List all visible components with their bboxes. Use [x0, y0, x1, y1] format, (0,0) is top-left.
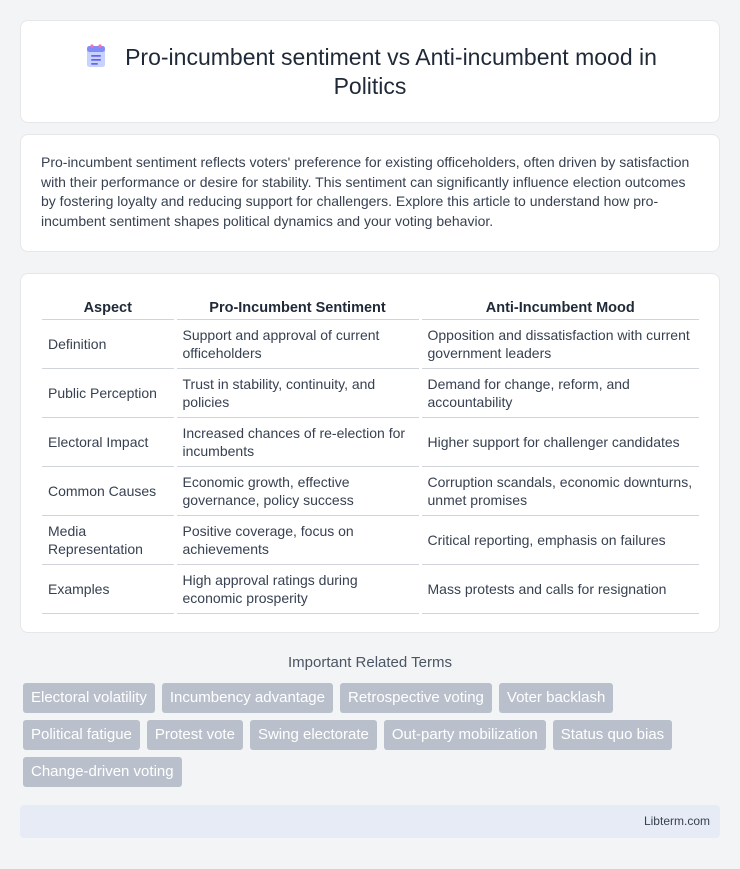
- table-row: [42, 319, 699, 368]
- related-term-tag[interactable]: Change-driven voting: [23, 757, 182, 787]
- related-term-tag[interactable]: Out-party mobilization: [384, 720, 546, 750]
- related-term-tag[interactable]: Retrospective voting: [340, 683, 492, 713]
- footer: [20, 805, 720, 838]
- row-aspect: Common Causes: [42, 466, 175, 515]
- table-row: [42, 417, 699, 466]
- comparison-table: [42, 294, 699, 614]
- page-title-wrap: [61, 43, 679, 101]
- related-term-tag[interactable]: Voter backlash: [499, 683, 613, 713]
- related-term-tag[interactable]: Political fatigue: [23, 720, 140, 750]
- related-term-tag[interactable]: Protest vote: [147, 720, 243, 750]
- intro-text: Pro-incumbent sentiment reflects voters' preference for existing officeholders, often driven by satisfaction with their performance or desire for stability. This sentiment can significantly influence election outcomes by fostering loyalty and reducing support for challengers. Explore this article to understand how pro-incumbent sentiment shapes political dynamics and your voting behavior.: [41, 154, 690, 229]
- row-aspect: Definition: [42, 319, 175, 368]
- row-aspect: Examples: [42, 564, 175, 613]
- related-term-tag[interactable]: Electoral volatility: [23, 683, 155, 713]
- row-aspect: Media Representation: [42, 515, 175, 564]
- related-term-tag[interactable]: Swing electorate: [250, 720, 377, 750]
- row-pro: Support and approval of current officeholders: [175, 319, 420, 368]
- row-pro: Positive coverage, focus on achievements: [175, 515, 420, 564]
- row-pro: Increased chances of re-election for incumbents: [175, 417, 420, 466]
- row-pro: High approval ratings during economic prosperity: [175, 564, 420, 613]
- row-anti: Corruption scandals, economic downturns, unmet promises: [420, 466, 699, 515]
- header-anti-incumbent: Anti-Incumbent Mood: [420, 294, 699, 319]
- related-terms-list: [23, 683, 720, 787]
- related-term-tag[interactable]: Incumbency advantage: [162, 683, 333, 713]
- related-terms-title: Important Related Terms: [288, 654, 452, 671]
- row-anti: Demand for change, reform, and accountability: [420, 368, 699, 417]
- header-pro-incumbent: Pro-Incumbent Sentiment: [175, 294, 420, 319]
- row-pro: Economic growth, effective governance, policy success: [175, 466, 420, 515]
- table-row: [42, 564, 699, 613]
- document-icon: [83, 43, 109, 69]
- header-aspect: Aspect: [42, 294, 175, 319]
- table-header-row: [42, 294, 699, 319]
- row-anti: Mass protests and calls for resignation: [420, 564, 699, 613]
- intro-card: [20, 134, 720, 252]
- table-row: [42, 515, 699, 564]
- footer-site-link[interactable]: Libterm.com: [643, 814, 710, 828]
- title-card: [20, 20, 720, 123]
- comparison-table-card: [20, 273, 720, 633]
- related-term-tag[interactable]: Status quo bias: [553, 720, 672, 750]
- row-anti: Critical reporting, emphasis on failures: [420, 515, 699, 564]
- page-title: Pro-incumbent sentiment vs Anti-incumbent mood in Politics: [125, 43, 657, 99]
- table-row: [42, 368, 699, 417]
- row-anti: Opposition and dissatisfaction with current government leaders: [420, 319, 699, 368]
- row-aspect: Electoral Impact: [42, 417, 175, 466]
- row-aspect: Public Perception: [42, 368, 175, 417]
- row-pro: Trust in stability, continuity, and policies: [175, 368, 420, 417]
- table-row: [42, 466, 699, 515]
- row-anti: Higher support for challenger candidates: [420, 417, 699, 466]
